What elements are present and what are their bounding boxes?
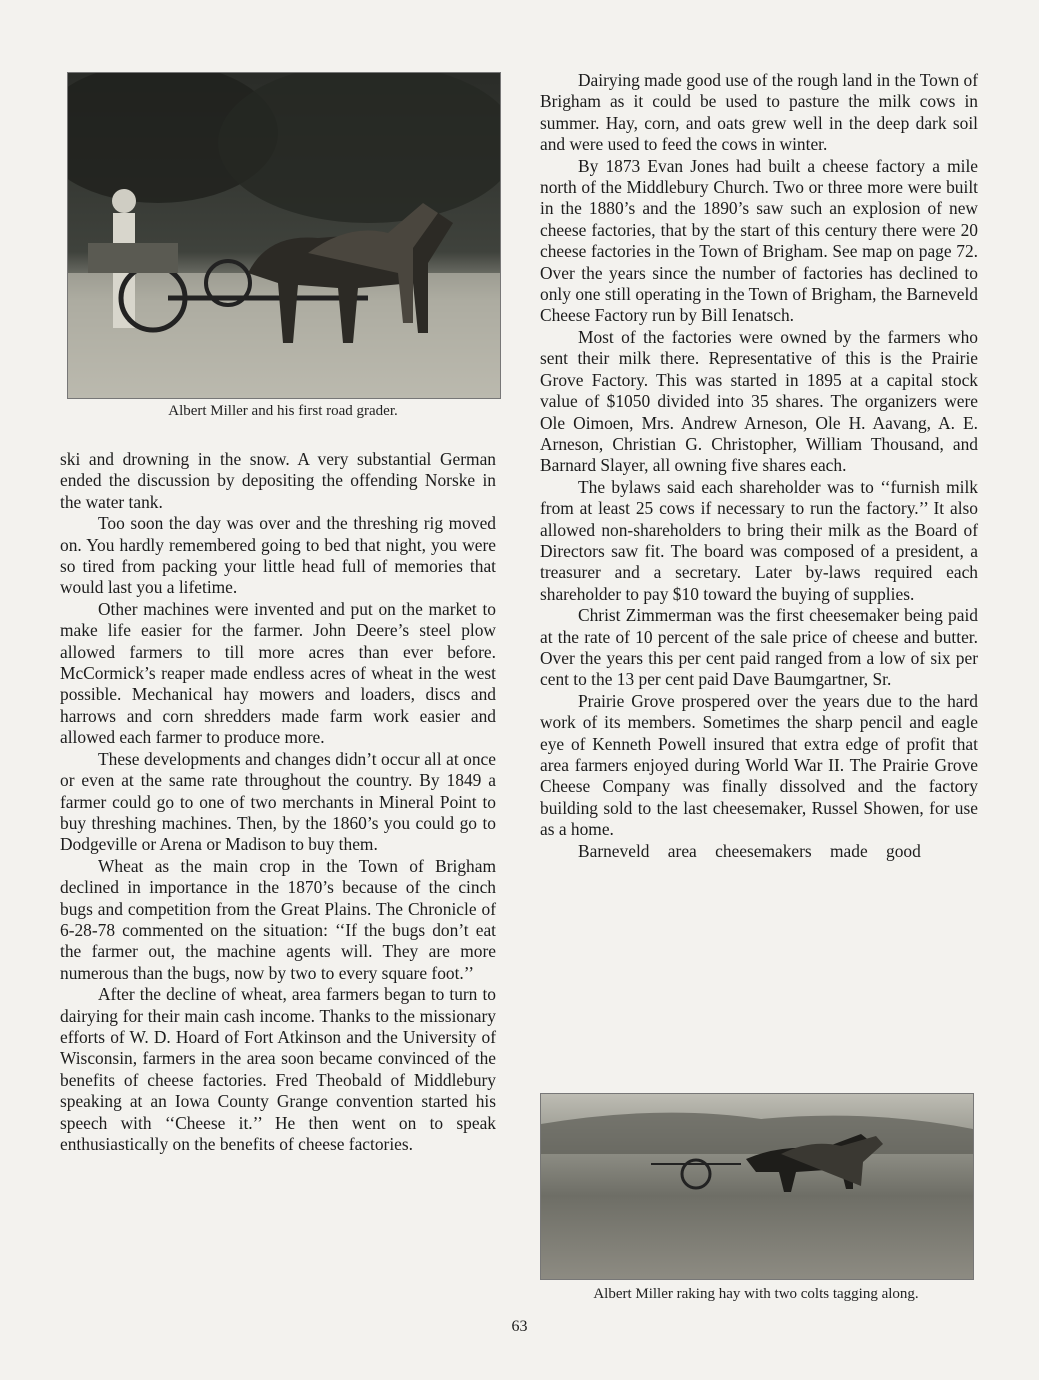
road-grader-photo-graphic — [68, 73, 500, 398]
right-column — [540, 70, 978, 862]
road-grader-photo — [67, 72, 501, 399]
paragraph: Most of the factories were owned by the farmers who sent their milk there. Representative of this is the Prairie Grove Factory. This was started in 1895 at a capital stock value of $1050 divided into 35 shares. The organizers were Ole Oimoen, Mrs. Andrew Arneson, Ole H. Aavang, A. E. Arneson, Christian G. Christopher, William Thousand, and Barnard Slayer, all owning five shares each. — [540, 326, 978, 476]
paragraph: Christ Zimmerman was the first cheesemaker being paid at the rate of 10 percent of the sale price of cheese and butter. Over the years this per cent paid ranged from a low of six per cent to the 13 per cent paid Dave Baumgartner, Sr. — [540, 605, 978, 690]
paragraph: These developments and changes didn’t occur all at once or even at the same rate throughout the country. By 1849 a farmer could go to one of two merchants in Mineral Point to buy threshing machines. Then, by the 1860’s you could go to Dodgeville or Arena or Madison to buy them. — [60, 748, 496, 855]
paragraph: Prairie Grove prospered over the years due to the hard work of its members. Sometimes the sharp pencil and eagle eye of Kenneth Powell insured that extra edge of profit that area farmers enjoyed during World War II. The Prairie Grove Cheese Company was finally dissolved and the factory building sold to the last cheesemaker, Russel Showen, for use as a home. — [540, 690, 978, 840]
paragraph: Too soon the day was over and the threshing rig moved on. You hardly remembered going to bed that night, you were so tired from packing your little head full of memories that would last you a lifetime. — [60, 513, 496, 598]
paragraph: Dairying made good use of the rough land in the Town of Brigham as it could be used to pasture the milk cows in summer. Hay, corn, and oats grew well in the deep dark soil and were used to feed the cows in winter. — [540, 70, 978, 155]
left-column — [60, 449, 496, 1155]
paragraph: By 1873 Evan Jones had built a cheese factory a mile north of the Middlebury Church. Two or three more were built in the 1880’s and the 1890’s saw such an explosion of new cheese factories, that by the start of this century there were 20 cheese factories in the Town of Brigham. See map on page 72. Over the years since the number of factories has declined to only one still operating in the Town of Brigham, the Barneveld Cheese Factory run by Bill Ienatsch. — [540, 155, 978, 326]
paragraph: The bylaws said each shareholder was to ‘‘furnish milk from at least 25 cows if necessary to run the factory.’’ It also allowed non-shareholders to bring their milk as the Board of Directors saw fit. The board was composed of a president, a treasurer and a secretary. Later by-laws required each shareholder to pay $10 toward the buying of supplies. — [540, 476, 978, 604]
paragraph: After the decline of wheat, area farmers began to turn to dairying for their main cash income. Thanks to the missionary efforts of W. D. Hoard of Fort Atkinson and the University of Wisconsin, farmers in the area soon became convinced of the benefits of cheese factories. Fred Theobald of Middlebury speaking at an Iowa County Grange convention started his speech with ‘‘Cheese it.’’ He then went on to speak enthusiastically on the benefits of cheese factories. — [60, 984, 496, 1154]
paragraph: ski and drowning in the snow. A very substantial German ended the discussion by depositing the offending Norske in the water tank. — [60, 449, 496, 512]
paragraph: Barneveld area cheesemakers made good — [578, 840, 921, 861]
hay-raking-photo-graphic — [541, 1094, 973, 1279]
page-number: 63 — [511, 1318, 528, 1335]
paragraph: Wheat as the main crop in the Town of Brigham declined in importance in the 1870’s because of the cinch bugs and competition from the Great Plains. The Chronicle of 6-28-78 commented on the situation: ‘‘If the bugs don’t eat the farmer out, the machine agents will. They are more numerous than the bugs, now by two to every square foot.’’ — [60, 855, 496, 983]
bottom-photo-caption: Albert Miller raking hay with two colts tagging along. — [593, 1286, 919, 1302]
paragraph: Other machines were invented and put on the market to make life easier for the farmer. John Deere’s steel plow allowed farmers to till more acres than ever before. McCormick’s reaper made endless acres of wheat in the west possible. Mechanical hay mowers and loaders, discs and harrows and corn shredders made farm work easier and allowed each farmer to produce more. — [60, 598, 496, 748]
top-photo-caption: Albert Miller and his first road grader. — [168, 403, 398, 419]
hay-raking-photo — [540, 1093, 974, 1280]
